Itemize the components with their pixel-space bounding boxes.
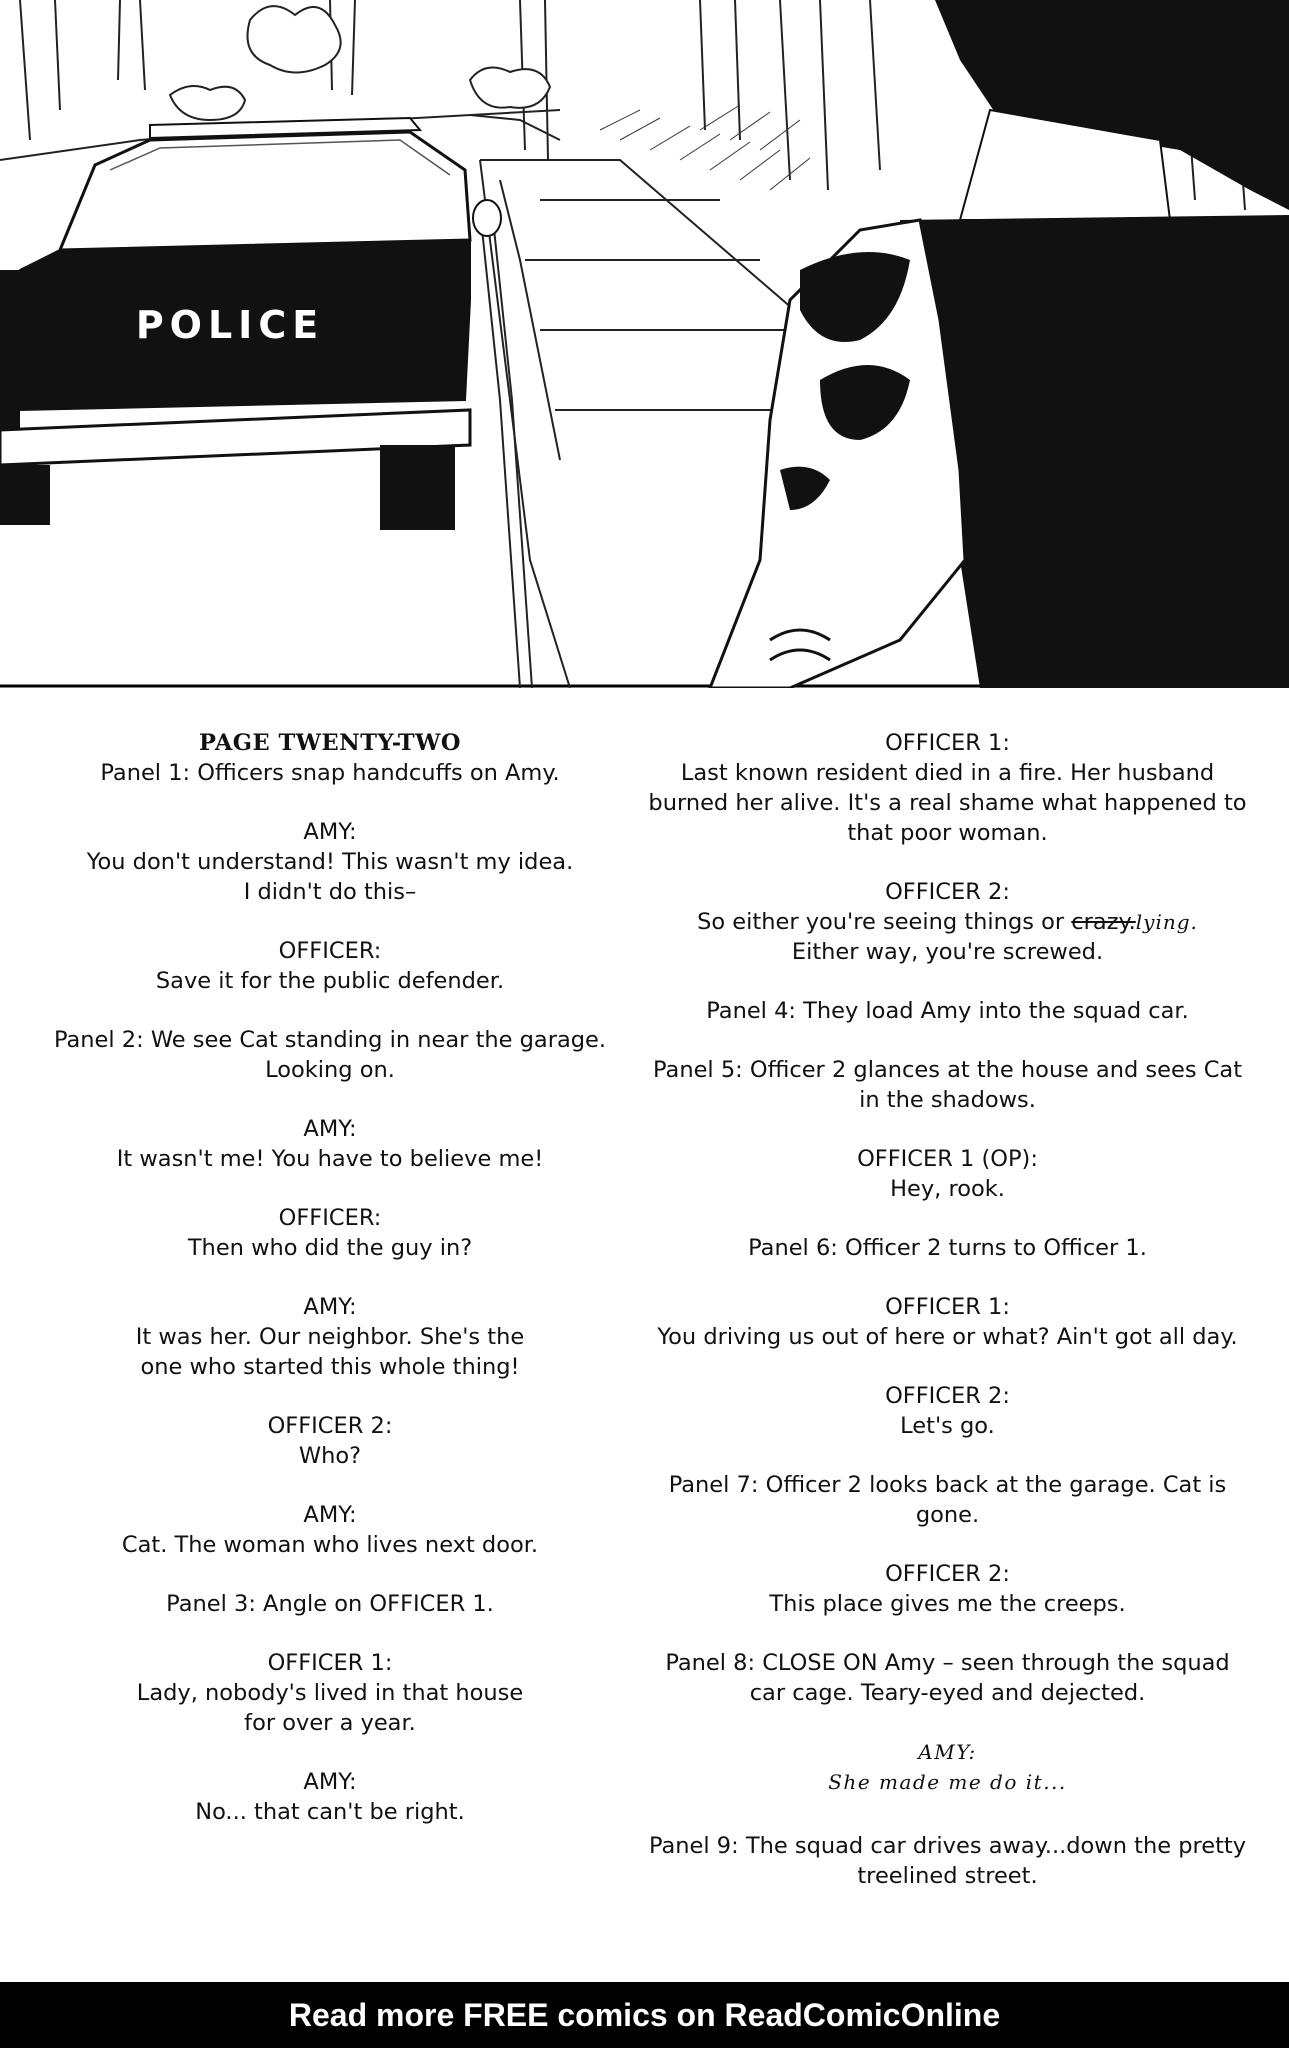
dialogue-block <box>40 936 620 996</box>
speaker-name: OFFICER 1: <box>885 730 1010 756</box>
handwritten-speaker-name: AMY: <box>918 1740 977 1764</box>
speaker-name: OFFICER 2: <box>885 1383 1010 1409</box>
dialogue-block <box>645 1292 1250 1352</box>
panel-block <box>645 1055 1250 1115</box>
dialogue-block <box>40 1203 620 1263</box>
speaker-name: OFFICER 2: <box>885 1561 1010 1587</box>
dialogue-line: Lady, nobody's lived in that house <box>136 1680 524 1706</box>
comic-illustration-panel <box>0 0 1289 688</box>
panel-block <box>645 1470 1250 1530</box>
dialogue-block <box>645 1144 1250 1204</box>
dialogue-line: It wasn't me! You have to believe me! <box>116 1146 544 1172</box>
dialogue-block <box>40 1411 620 1471</box>
dialogue-line: Hey, rook. <box>890 1176 1005 1202</box>
dialogue-line: burned her alive. It's a real shame what happened to <box>648 790 1247 816</box>
panel-description: Panel 6: Officer 2 turns to Officer 1. <box>748 1235 1147 1261</box>
script-right-column <box>645 728 1250 1920</box>
dialogue-block <box>645 1559 1250 1619</box>
dialogue-line: It was her. Our neighbor. She's the <box>135 1324 525 1350</box>
panel-block <box>40 1589 620 1619</box>
dialogue-line: I didn't do this– <box>243 879 417 905</box>
speaker-name: OFFICER 1 (OP): <box>857 1146 1038 1172</box>
page-heading: PAGE TWENTY-TWO <box>199 730 461 756</box>
panel-description: Panel 4: They load Amy into the squad car. <box>706 998 1189 1024</box>
speaker-name: AMY: <box>303 1502 357 1528</box>
panel-description: Panel 3: Angle on OFFICER 1. <box>166 1591 494 1617</box>
script-block <box>40 728 620 788</box>
speaker-name: OFFICER 1: <box>267 1650 393 1676</box>
panel-description: car cage. Teary-eyed and dejected. <box>749 1680 1146 1706</box>
dialogue-line: You driving us out of here or what? Ain't got all day. <box>657 1324 1238 1350</box>
dialogue-line: Cat. The woman who lives next door. <box>121 1532 539 1558</box>
dialogue-block <box>645 728 1250 848</box>
dialogue-block <box>40 817 620 907</box>
panel-block <box>645 996 1250 1026</box>
speaker-name: OFFICER 2: <box>267 1413 393 1439</box>
background-bushes <box>170 6 550 120</box>
dialogue-line: Then who did the guy in? <box>187 1235 473 1261</box>
handwritten-dialogue-block <box>645 1737 1250 1797</box>
panel-description: Panel 2: We see Cat standing in near the garage. <box>53 1027 607 1053</box>
panel-description: Looking on. <box>265 1057 395 1083</box>
police-decal-text: POLICE <box>135 303 325 347</box>
panel-block <box>40 1025 620 1085</box>
panel-block <box>645 1648 1250 1708</box>
panel-description: Panel 1: Officers snap handcuffs on Amy. <box>100 760 560 786</box>
dialogue-line: This place gives me the creeps. <box>769 1591 1126 1617</box>
police-car <box>0 118 501 530</box>
panel-description: Panel 8: CLOSE ON Amy – seen through the squad <box>665 1650 1230 1676</box>
dialogue-line: one who started this whole thing! <box>140 1354 520 1380</box>
dialogue-line: Who? <box>298 1443 362 1469</box>
struck-out-word: crazy. <box>1071 909 1136 935</box>
dialogue-line: Last known resident died in a fire. Her husband <box>680 760 1215 786</box>
panel-description: treelined street. <box>857 1863 1038 1889</box>
dialogue-block <box>40 1292 620 1382</box>
panel-block <box>645 1831 1250 1891</box>
speaker-name: AMY: <box>303 819 357 845</box>
dialogue-block <box>645 877 1250 967</box>
panel-description: Panel 9: The squad car drives away...down the pretty <box>648 1833 1247 1859</box>
promo-footer-banner[interactable]: Read more FREE comics on ReadComicOnline <box>0 1982 1289 2048</box>
handwritten-correction: lying. <box>1135 910 1198 934</box>
dialogue-block <box>40 1648 620 1738</box>
speaker-name: OFFICER: <box>278 1205 382 1231</box>
dialogue-line: for over a year. <box>244 1710 416 1736</box>
handwritten-dialogue-line: She made me do it... <box>828 1770 1067 1794</box>
dialogue-line: Save it for the public defender. <box>155 968 505 994</box>
speaker-name: AMY: <box>303 1116 357 1142</box>
panel-block <box>645 1233 1250 1263</box>
speaker-name: OFFICER: <box>278 938 382 964</box>
speaker-name: OFFICER 2: <box>885 879 1010 905</box>
panel-description: Panel 7: Officer 2 looks back at the garage. Cat is gone. <box>668 1472 1227 1528</box>
dialogue-line: No... that can't be right. <box>195 1799 465 1825</box>
dialogue-block <box>40 1114 620 1174</box>
speaker-name: AMY: <box>303 1294 357 1320</box>
dialogue-line: Either way, you're screwed. <box>791 939 1104 965</box>
dialogue-block <box>40 1767 620 1827</box>
dialogue-line: that poor woman. <box>847 820 1048 846</box>
police-car-scene-illustration <box>0 0 1289 688</box>
dialogue-block <box>645 1381 1250 1441</box>
panel-description: in the shadows. <box>859 1087 1036 1113</box>
speaker-name: OFFICER 1: <box>885 1294 1010 1320</box>
panel-description: Panel 5: Officer 2 glances at the house and sees Cat <box>652 1057 1243 1083</box>
dialogue-line-with-edit <box>645 907 1250 937</box>
speaker-name: AMY: <box>303 1769 357 1795</box>
person-foreground <box>710 0 1289 688</box>
script-left-column <box>40 728 620 1856</box>
dialogue-line: You don't understand! This wasn't my idea. <box>86 849 574 875</box>
dialogue-text: So either you're seeing things or <box>697 909 1072 935</box>
dialogue-line: Let's go. <box>900 1413 995 1439</box>
dialogue-block <box>40 1500 620 1560</box>
